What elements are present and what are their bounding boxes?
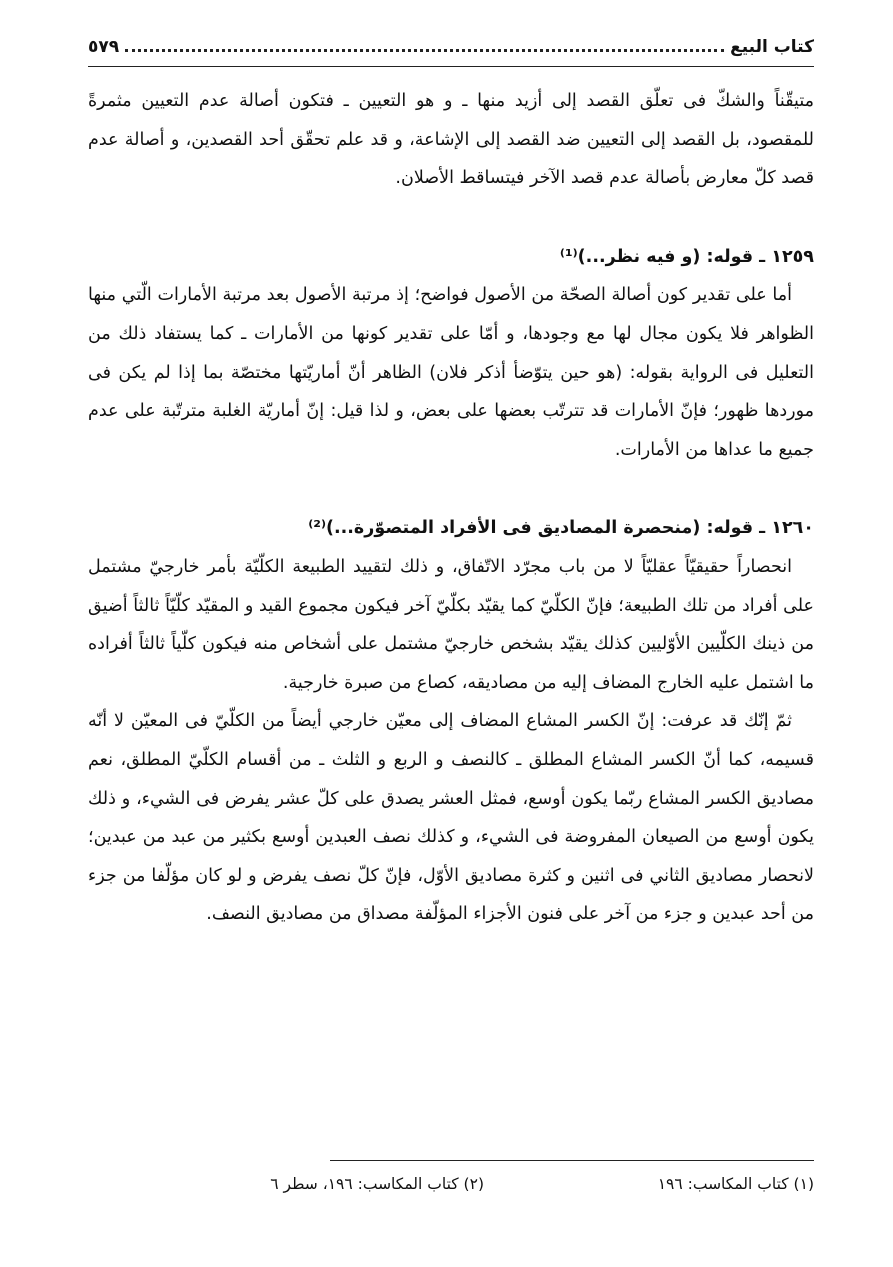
footnote-2: (٢) كتاب المكاسب: ١٩٦، سطر ٦ bbox=[270, 1175, 484, 1193]
header-rule bbox=[88, 66, 814, 67]
paragraph-1260: انحصاراً حقيقيّاً عقليّاً لا من باب مجرّد الاتّفاق، و ذلك لتقييد الطبيعة الكلّيّة بأمر خارجيّ مشتمل على أفراد من تلك الطبيعة؛ فإنّ الكلّيّ كما يقيّد بكلّيّ آخر فيكون مجموع القيد و المقيّد كلّيّاً ثالثاً أضيق من ذينك الكلّيين الأوّليين كذلك يقيّد بشخص خارجيّ مشتمل على أشخاص منه فيكون كلّياً ثالثاً أفراده ما اشتمل عليه الخارج المضاف إليه من مصاديقه، كصاع من صبرة خارجية. bbox=[88, 556, 814, 693]
section-heading-1259: ١٢٥٩ ـ قوله‌: (و فيه نظر...)⁽¹⁾ bbox=[559, 246, 814, 267]
running-header bbox=[88, 30, 814, 64]
paragraph-continuation: متيقّناً والشكّ فى تعلّق القصد إلى أزيد منها ـ و هو التعيين ـ فتكون أصالة عدم التعيين مثمرةً للمقصود، بل القصد إلى التعيين ضد القصد إلى الإشاعة، و قد علم تحقّق أحد القصدين، و أصالة عدم قصد كلّ معارض بأصالة عدم قصد الآخر فيتساقط الأصلان. bbox=[88, 91, 814, 189]
footnote-rule bbox=[330, 1160, 814, 1161]
main-text bbox=[88, 82, 814, 934]
section-heading-1260: ١٢٦٠ ـ قوله‌: (منحصرة المصاديق فى الأفراد المتصوّرة...)⁽²⁾ bbox=[308, 518, 814, 539]
paragraph-kasr-musha: ثمّ إنّك قد عرفت: إنّ الكسر المشاع المضاف إلى معيّن خارجي أيضاً من الكلّيّ فى المعيّن لا أنّه قسيمه، كما أنّ الكسر المشاع المطلق ـ كالنصف و الربع و الثلث ـ من أقسام الكلّيّ المطلق، نعم مصاديق الكسر المشاع ربّما يكون أوسع، فمثل العشر يصدق على كلّ عشر يفرض فى الشيء، و ذلك يكون أوسع من الصيعان المفروضة فى الشيء، و كذلك نصف العبدين أوسع بكثير من عبد من عبدين؛ لانحصار مصاديق الثاني فى اثنين و كثرة مصاديق الأوّل، فإنّ كلّ نصف يفرض و لو كان مؤلّفا من جزء من أحد عبدين و جزء من آخر على فنون الأجزاء المؤلّفة مصداق من مصاديق النصف. bbox=[88, 711, 814, 925]
footnote-1: (١) كتاب المكاسب: ١٩٦ bbox=[657, 1175, 814, 1193]
page-number: ٥٧٩ bbox=[88, 37, 120, 57]
paragraph-1259: أما على تقدير كون أصالة الصحّة من الأصول فواضح؛ إذ مرتبة الأصول بعد مرتبة الأمارات الّتي منها الظواهر فلا يكون مجال لها مع وجودها، و أمّا على تقدير كونها من الأمارات ـ كما يستفاد ذلك من التعليل فى الرواية بقوله: (هو حين يتوّضأ أذكر فلان) الظاهر أنّ أماريّتها مختصّة بما إذا لم يكن فى موردها ظهور؛ فإنّ الأمارات قد تترتّب بعضها على بعض، و لذا قيل: إنّ أماريّة الغلبة مترتّبة على عدم جميع ما عداها من الأمارات. bbox=[88, 285, 814, 460]
header-dot-leader bbox=[125, 49, 724, 52]
header-book-title: كتاب البيع bbox=[730, 37, 814, 57]
footnotes bbox=[180, 1175, 814, 1193]
